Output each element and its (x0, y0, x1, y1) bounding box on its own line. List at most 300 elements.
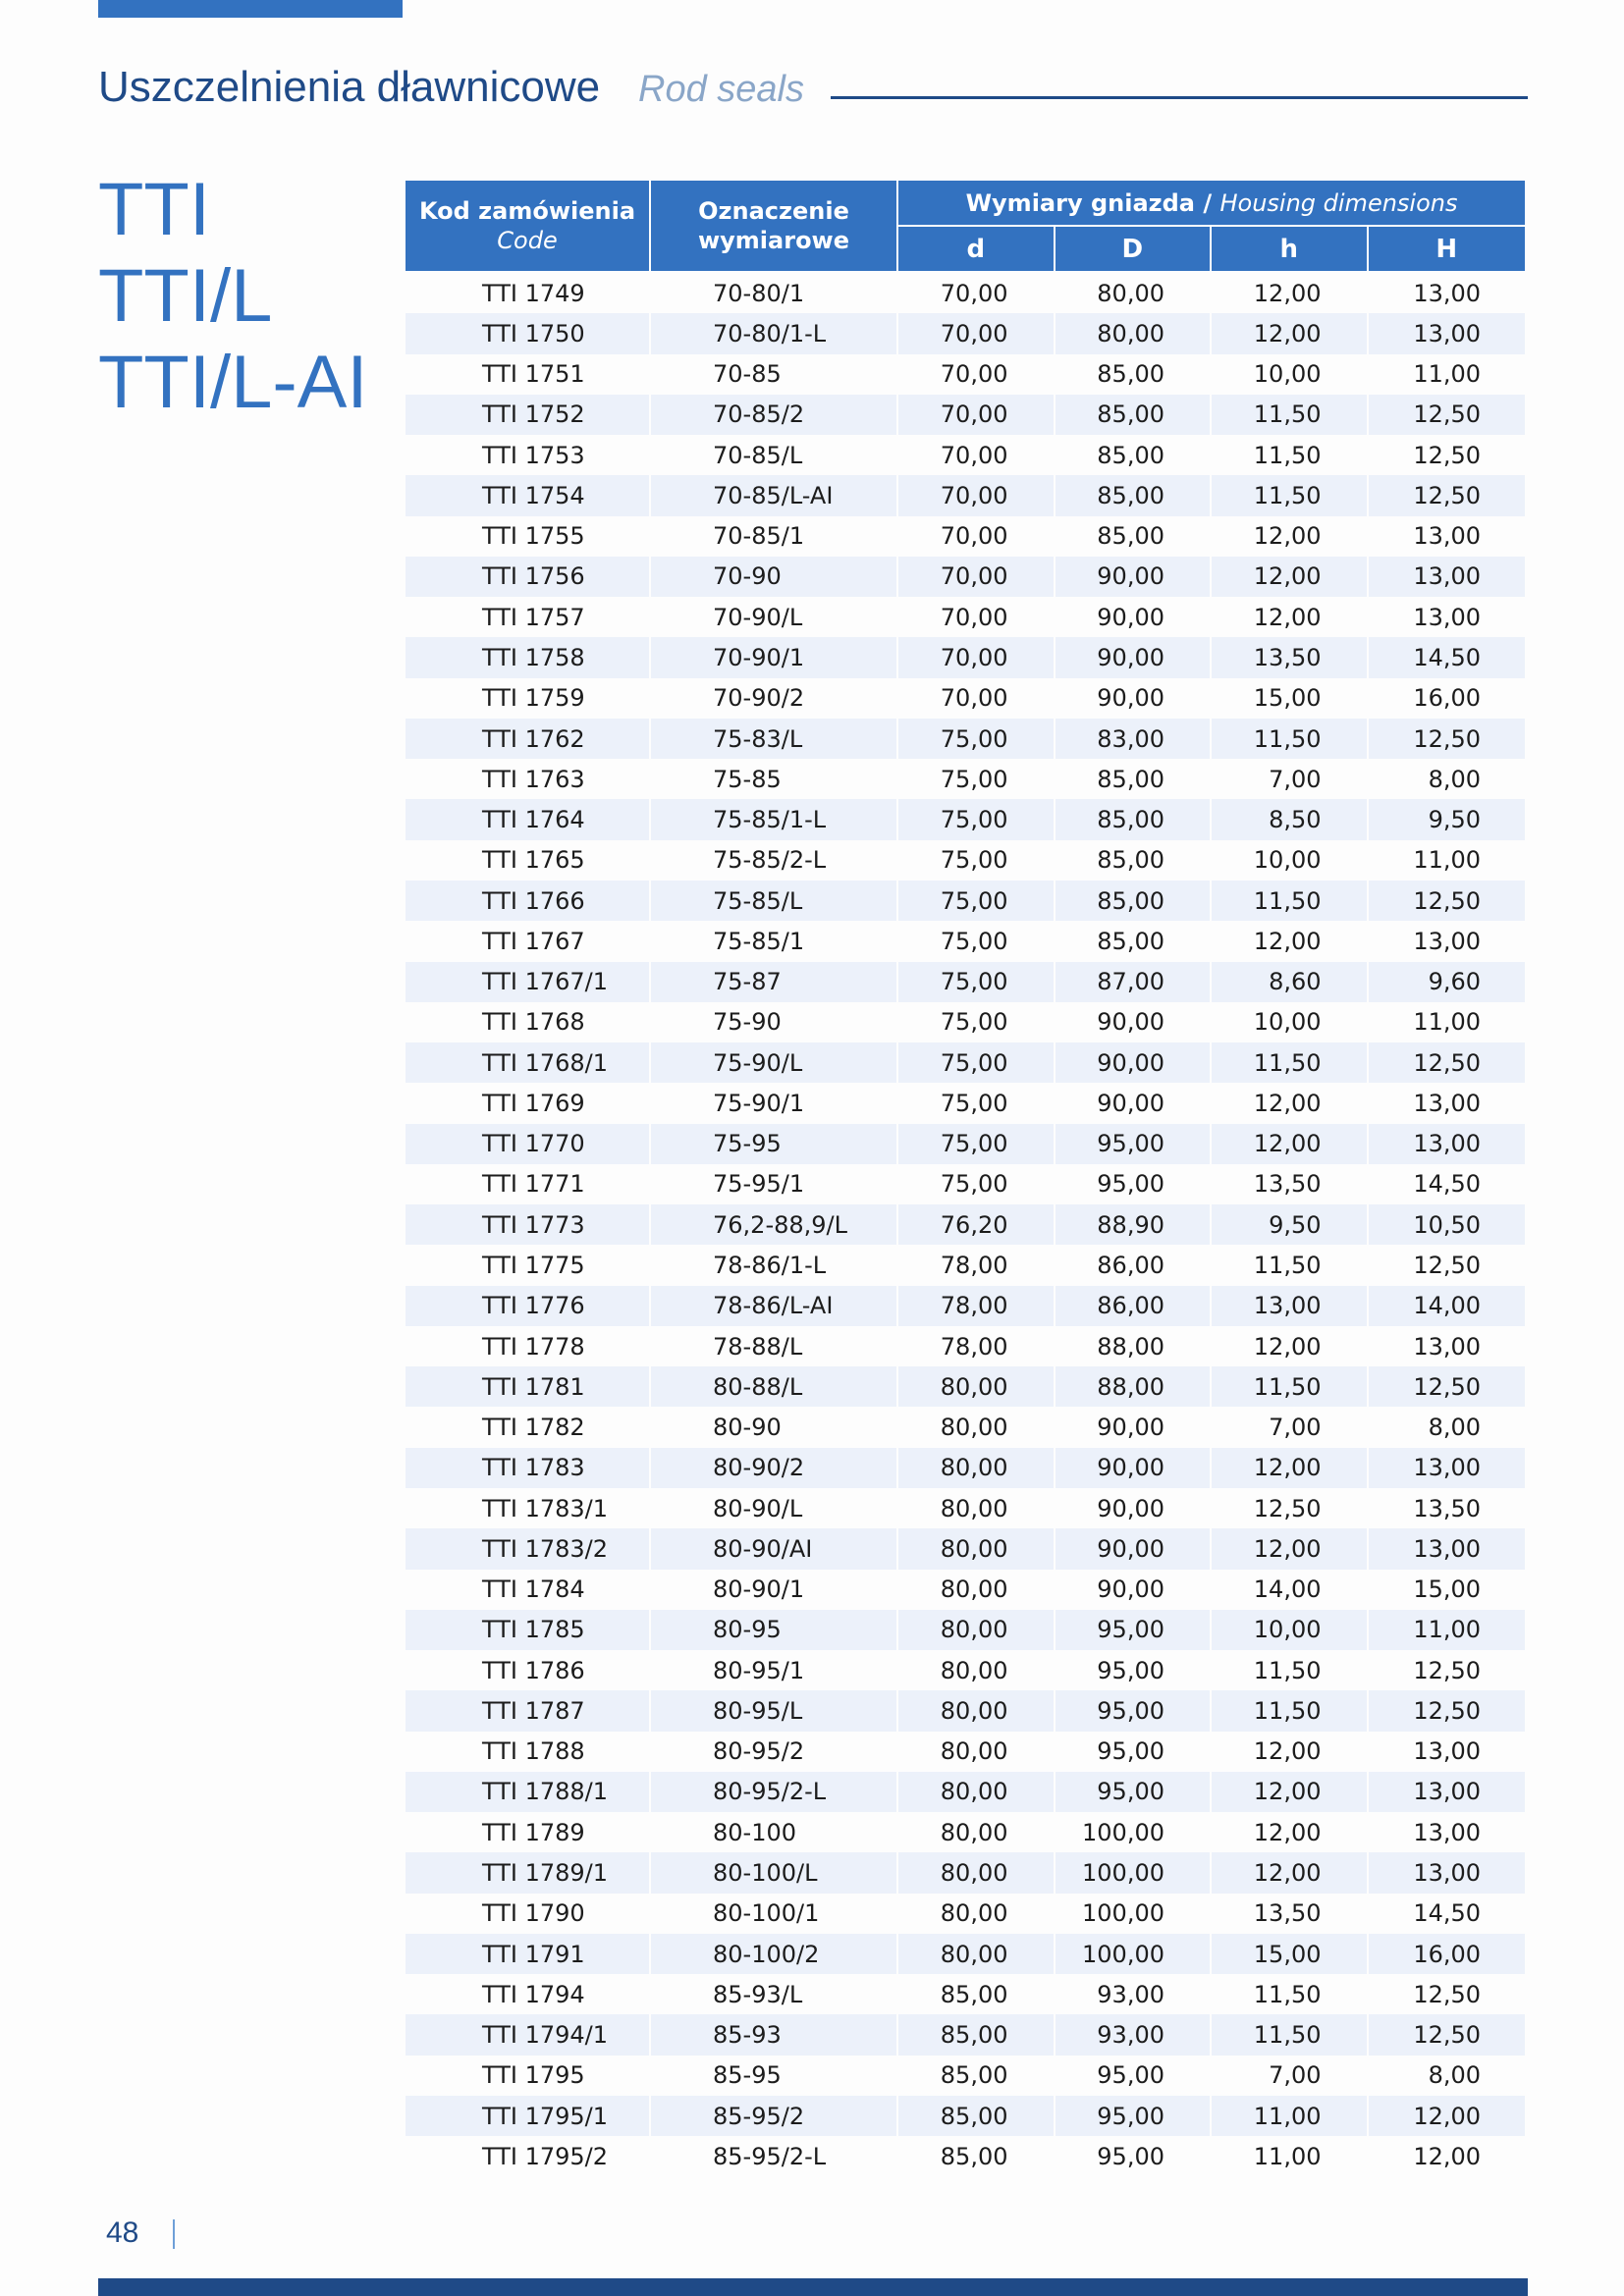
cell-h: 8,60 (1212, 962, 1369, 1002)
column-header-D: D (1056, 227, 1213, 273)
cell-code: TTI 1752 (406, 395, 651, 435)
cell-d: 70,00 (898, 557, 1056, 597)
table-row (406, 637, 1525, 677)
cell-D: 90,00 (1056, 1042, 1213, 1083)
cell-H: 12,50 (1369, 881, 1526, 921)
cell-D: 90,00 (1056, 1407, 1213, 1447)
table-row (406, 1974, 1525, 2014)
table-row (406, 597, 1525, 637)
cell-d: 80,00 (898, 1366, 1056, 1407)
cell-D: 90,00 (1056, 637, 1213, 677)
cell-H: 13,00 (1413, 1332, 1482, 1361)
cell-D: 85,00 (1056, 759, 1213, 799)
cell-code: TTI 1789 (406, 1812, 651, 1852)
table-row (406, 557, 1525, 597)
cell-h: 11,50 (1212, 1042, 1369, 1083)
cell-designation: 80-88/L (651, 1366, 898, 1407)
table-row (406, 1366, 1525, 1407)
cell-d: 80,00 (898, 1570, 1056, 1610)
cell-H: 13,00 (1413, 1089, 1482, 1117)
cell-h: 11,50 (1212, 1650, 1369, 1690)
cell-designation: 80-95 (651, 1610, 898, 1650)
cell-code: TTI 1794/1 (406, 2014, 651, 2055)
group-label-en: Housing dimensions (1219, 188, 1458, 217)
cell-code: TTI 1773 (406, 1204, 651, 1245)
cell-d: 78,00 (898, 1245, 1056, 1285)
cell-designation: 85-95 (651, 2056, 898, 2096)
table-row (406, 2056, 1525, 2096)
cell-D: 88,00 (1056, 1366, 1213, 1407)
cell-designation: 80-95/L (651, 1690, 898, 1731)
cell-h: 8,50 (1212, 799, 1369, 839)
cell-code: TTI 1783/1 (406, 1488, 651, 1528)
group-separator: / (1194, 188, 1220, 217)
cell-d: 75,00 (898, 759, 1056, 799)
cell-h: 11,50 (1212, 719, 1369, 759)
cell-h: 12,00 (1212, 1083, 1369, 1123)
cell-d: 75,00 (898, 1083, 1056, 1123)
table-row (406, 1124, 1525, 1164)
cell-H: 12,50 (1413, 1656, 1482, 1684)
page-header (98, 61, 1528, 120)
table-row (406, 678, 1525, 719)
cell-designation: 70-90/L (651, 597, 898, 637)
cell-D: 88,90 (1056, 1204, 1213, 1245)
cell-D: 85,00 (1056, 395, 1213, 435)
column-header-designation-line2: wymiarowe (697, 227, 850, 254)
cell-h: 12,00 (1212, 313, 1369, 353)
cell-designation: 75-85/1-L (651, 799, 898, 839)
cell-designation: 78-86/L-AI (651, 1286, 898, 1326)
cell-H: 13,00 (1413, 927, 1482, 955)
cell-code: TTI 1775 (406, 1245, 651, 1285)
table-row (406, 273, 1525, 313)
cell-designation: 70-85/2 (651, 395, 898, 435)
cell-H: 13,00 (1413, 1818, 1482, 1846)
cell-d: 80,00 (898, 1610, 1056, 1650)
cell-code: TTI 1749 (406, 273, 651, 313)
cell-code: TTI 1751 (406, 354, 651, 395)
cell-designation: 76,2-88,9/L (651, 1204, 898, 1245)
cell-code: TTI 1778 (406, 1326, 651, 1366)
table-row (406, 1852, 1525, 1893)
cell-h: 12,50 (1212, 1488, 1369, 1528)
cell-D: 86,00 (1056, 1286, 1213, 1326)
column-header-H: H (1369, 227, 1526, 273)
cell-H: 13,00 (1369, 313, 1526, 353)
column-header-code (406, 181, 651, 273)
cell-h: 12,00 (1212, 597, 1369, 637)
cell-code: TTI 1788 (406, 1732, 651, 1772)
cell-H: 12,50 (1413, 1980, 1482, 2008)
cell-code: TTI 1768 (406, 1002, 651, 1042)
cell-designation: 80-90/AI (651, 1528, 898, 1569)
table-row (406, 1042, 1525, 1083)
dimensions-table (406, 181, 1525, 2176)
cell-code: TTI 1759 (406, 678, 651, 719)
cell-h: 11,50 (1212, 881, 1369, 921)
cell-h: 11,50 (1212, 1974, 1369, 2014)
cell-code: TTI 1750 (406, 313, 651, 353)
cell-h: 7,00 (1212, 1407, 1369, 1447)
cell-D: 90,00 (1056, 1448, 1213, 1488)
cell-H: 12,50 (1369, 395, 1526, 435)
cell-d: 85,00 (898, 2096, 1056, 2136)
table-row (406, 1772, 1525, 1812)
cell-D: 95,00 (1056, 1772, 1213, 1812)
cell-code: TTI 1795/2 (406, 2136, 651, 2176)
cell-designation: 70-85/1 (651, 516, 898, 557)
cell-d: 85,00 (898, 2136, 1056, 2176)
cell-h: 10,00 (1212, 354, 1369, 395)
cell-h: 11,50 (1212, 1690, 1369, 1731)
cell-h: 11,50 (1212, 395, 1369, 435)
table-row (406, 354, 1525, 395)
cell-h: 12,00 (1212, 1772, 1369, 1812)
cell-D: 90,00 (1056, 1002, 1213, 1042)
cell-designation: 75-90/L (651, 1042, 898, 1083)
cell-h: 12,00 (1212, 1326, 1369, 1366)
cell-code: TTI 1771 (406, 1164, 651, 1204)
cell-code: TTI 1788/1 (406, 1772, 651, 1812)
cell-H: 13,00 (1369, 1852, 1526, 1893)
cell-H: 13,00 (1413, 522, 1482, 551)
table-row (406, 962, 1525, 1002)
cell-designation: 75-95 (651, 1124, 898, 1164)
cell-D: 85,00 (1056, 881, 1213, 921)
cell-designation: 70-90/1 (651, 637, 898, 677)
cell-d: 80,00 (898, 1690, 1056, 1731)
product-name: TTI/L (98, 254, 273, 338)
cell-h: 11,50 (1212, 475, 1369, 515)
cell-H: 13,00 (1413, 603, 1482, 631)
cell-D: 93,00 (1056, 2014, 1213, 2055)
table-row (406, 759, 1525, 799)
table-row (406, 1732, 1525, 1772)
cell-d: 75,00 (898, 1124, 1056, 1164)
cell-designation: 85-95/2-L (651, 2136, 898, 2176)
cell-code: TTI 1795/1 (406, 2096, 651, 2136)
column-group-housing-dimensions (898, 181, 1525, 227)
column-header-code-sublabel: Code (497, 227, 558, 254)
column-header-h: h (1212, 227, 1369, 273)
cell-H: 14,00 (1369, 1286, 1526, 1326)
cell-H: 11,00 (1413, 1008, 1482, 1037)
cell-d: 70,00 (898, 273, 1056, 313)
cell-D: 88,00 (1056, 1326, 1213, 1366)
cell-d: 75,00 (898, 1164, 1056, 1204)
column-header-d: d (898, 227, 1056, 273)
cell-designation: 70-90/2 (651, 678, 898, 719)
table-row (406, 1570, 1525, 1610)
table-row (406, 1164, 1525, 1204)
cell-D: 95,00 (1056, 1124, 1213, 1164)
cell-D: 95,00 (1056, 1164, 1213, 1204)
cell-d: 80,00 (898, 1852, 1056, 1893)
cell-h: 12,00 (1212, 921, 1369, 961)
cell-h: 13,50 (1212, 637, 1369, 677)
cell-D: 95,00 (1056, 1690, 1213, 1731)
cell-d: 70,00 (898, 475, 1056, 515)
table-row (406, 719, 1525, 759)
table-header (406, 181, 1525, 273)
cell-designation: 78-86/1-L (651, 1245, 898, 1285)
cell-h: 10,00 (1212, 840, 1369, 881)
cell-code: TTI 1795 (406, 2056, 651, 2096)
cell-designation: 75-85/L (651, 881, 898, 921)
cell-d: 80,00 (898, 1894, 1056, 1934)
cell-D: 90,00 (1056, 1488, 1213, 1528)
cell-d: 75,00 (898, 719, 1056, 759)
cell-H: 12,00 (1369, 2096, 1526, 2136)
table-row (406, 921, 1525, 961)
cell-designation: 80-95/1 (651, 1650, 898, 1690)
cell-code: TTI 1755 (406, 516, 651, 557)
cell-designation: 78-88/L (651, 1326, 898, 1366)
cell-h: 13,00 (1212, 1286, 1369, 1326)
cell-designation: 70-80/1-L (651, 313, 898, 353)
cell-D: 86,00 (1056, 1245, 1213, 1285)
cell-d: 75,00 (898, 1002, 1056, 1042)
cell-designation: 75-85/2-L (651, 840, 898, 881)
cell-d: 85,00 (898, 1974, 1056, 2014)
cell-code: TTI 1758 (406, 637, 651, 677)
cell-designation: 75-90/1 (651, 1083, 898, 1123)
page-subtitle: Rod seals (638, 69, 804, 110)
cell-code: TTI 1764 (406, 799, 651, 839)
cell-h: 11,00 (1212, 2136, 1369, 2176)
cell-code: TTI 1763 (406, 759, 651, 799)
table-row (406, 1448, 1525, 1488)
cell-code: TTI 1794 (406, 1974, 651, 2014)
cell-H: 9,50 (1369, 799, 1526, 839)
table-row (406, 1934, 1525, 1974)
cell-D: 83,00 (1056, 719, 1213, 759)
cell-H: 12,50 (1413, 1252, 1482, 1279)
cell-D: 90,00 (1056, 1528, 1213, 1569)
table-row (406, 1083, 1525, 1123)
top-accent-bar (98, 0, 403, 18)
cell-h: 12,00 (1212, 1852, 1369, 1893)
cell-code: TTI 1786 (406, 1650, 651, 1690)
cell-D: 85,00 (1056, 435, 1213, 475)
table-row (406, 435, 1525, 475)
product-name: TTI/L-AI (98, 341, 368, 424)
cell-D: 90,00 (1056, 1083, 1213, 1123)
bottom-accent-bar (98, 2278, 1528, 2296)
cell-D: 85,00 (1056, 475, 1213, 515)
table-row (406, 881, 1525, 921)
cell-H: 14,50 (1413, 1170, 1482, 1199)
cell-D: 95,00 (1056, 2096, 1213, 2136)
cell-d: 80,00 (898, 1407, 1056, 1447)
cell-d: 80,00 (898, 1488, 1056, 1528)
cell-D: 95,00 (1056, 2056, 1213, 2096)
cell-code: TTI 1766 (406, 881, 651, 921)
table-row (406, 1690, 1525, 1731)
table-row (406, 1204, 1525, 1245)
cell-designation: 85-95/2 (651, 2096, 898, 2136)
cell-H: 13,00 (1369, 1528, 1526, 1569)
table-row (406, 1528, 1525, 1569)
table-row (406, 475, 1525, 515)
cell-designation: 80-90/1 (651, 1570, 898, 1610)
cell-D: 100,00 (1056, 1852, 1213, 1893)
cell-code: TTI 1756 (406, 557, 651, 597)
cell-H: 11,00 (1413, 360, 1482, 389)
cell-H: 14,50 (1413, 1899, 1482, 1928)
cell-d: 76,20 (898, 1204, 1056, 1245)
cell-d: 70,00 (898, 395, 1056, 435)
cell-designation: 80-100/2 (651, 1934, 898, 1974)
cell-h: 13,50 (1212, 1894, 1369, 1934)
cell-designation: 80-95/2-L (651, 1772, 898, 1812)
cell-d: 70,00 (898, 313, 1056, 353)
footer-divider (173, 2219, 175, 2249)
cell-H: 8,00 (1428, 1414, 1482, 1442)
cell-d: 85,00 (898, 2056, 1056, 2096)
cell-code: TTI 1785 (406, 1610, 651, 1650)
cell-designation: 75-85/1 (651, 921, 898, 961)
cell-designation: 80-95/2 (651, 1732, 898, 1772)
cell-code: TTI 1783/2 (406, 1528, 651, 1569)
dimensions-table-wrapper (406, 181, 1525, 2176)
cell-h: 11,50 (1212, 435, 1369, 475)
cell-H: 12,50 (1369, 1366, 1526, 1407)
cell-d: 78,00 (898, 1326, 1056, 1366)
cell-D: 95,00 (1056, 1610, 1213, 1650)
column-header-code-label: Kod zamówienia (418, 197, 636, 225)
cell-H: 13,00 (1369, 1448, 1526, 1488)
cell-d: 70,00 (898, 516, 1056, 557)
cell-h: 7,00 (1212, 2056, 1369, 2096)
cell-h: 13,50 (1212, 1164, 1369, 1204)
cell-H: 16,00 (1369, 1934, 1526, 1974)
cell-h: 11,00 (1212, 2096, 1369, 2136)
table-row (406, 2014, 1525, 2055)
table-row (406, 516, 1525, 557)
cell-d: 80,00 (898, 1528, 1056, 1569)
product-name: TTI (98, 168, 210, 251)
column-header-designation-line1: Oznaczenie (698, 197, 849, 225)
cell-h: 12,00 (1212, 1812, 1369, 1852)
cell-H: 13,00 (1369, 1772, 1526, 1812)
cell-D: 80,00 (1056, 273, 1213, 313)
cell-code: TTI 1776 (406, 1286, 651, 1326)
cell-D: 85,00 (1056, 840, 1213, 881)
cell-D: 90,00 (1056, 678, 1213, 719)
table-row (406, 2136, 1525, 2176)
table-row (406, 1812, 1525, 1852)
cell-h: 11,50 (1212, 1366, 1369, 1407)
cell-h: 11,50 (1212, 2014, 1369, 2055)
product-name-list (98, 167, 367, 426)
cell-H: 8,00 (1428, 765, 1482, 793)
table-body (406, 273, 1525, 2176)
cell-d: 75,00 (898, 799, 1056, 839)
cell-D: 90,00 (1056, 557, 1213, 597)
cell-H: 12,50 (1369, 719, 1526, 759)
cell-D: 87,00 (1056, 962, 1213, 1002)
cell-H: 16,00 (1413, 684, 1482, 713)
table-row (406, 395, 1525, 435)
cell-h: 11,50 (1212, 1245, 1369, 1285)
cell-h: 12,00 (1212, 1732, 1369, 1772)
cell-code: TTI 1783 (406, 1448, 651, 1488)
cell-D: 85,00 (1056, 921, 1213, 961)
cell-d: 70,00 (898, 354, 1056, 395)
cell-h: 12,00 (1212, 1124, 1369, 1164)
table-row (406, 1326, 1525, 1366)
cell-d: 80,00 (898, 1732, 1056, 1772)
cell-d: 70,00 (898, 597, 1056, 637)
column-header-designation (651, 181, 898, 273)
cell-h: 12,00 (1212, 1448, 1369, 1488)
cell-h: 12,00 (1212, 1528, 1369, 1569)
cell-d: 80,00 (898, 1934, 1056, 1974)
cell-D: 85,00 (1056, 799, 1213, 839)
cell-d: 80,00 (898, 1650, 1056, 1690)
cell-d: 78,00 (898, 1286, 1056, 1326)
cell-code: TTI 1784 (406, 1570, 651, 1610)
header-rule (831, 96, 1528, 99)
cell-code: TTI 1790 (406, 1894, 651, 1934)
cell-H: 13,00 (1369, 557, 1526, 597)
cell-d: 70,00 (898, 637, 1056, 677)
cell-code: TTI 1754 (406, 475, 651, 515)
table-row (406, 1002, 1525, 1042)
cell-designation: 80-90/L (651, 1488, 898, 1528)
cell-d: 70,00 (898, 678, 1056, 719)
cell-D: 85,00 (1056, 516, 1213, 557)
cell-code: TTI 1791 (406, 1934, 651, 1974)
cell-code: TTI 1769 (406, 1083, 651, 1123)
cell-H: 11,00 (1369, 1610, 1526, 1650)
cell-D: 90,00 (1056, 597, 1213, 637)
cell-h: 12,00 (1212, 516, 1369, 557)
table-row (406, 1610, 1525, 1650)
cell-d: 80,00 (898, 1772, 1056, 1812)
cell-H: 12,50 (1369, 1690, 1526, 1731)
cell-designation: 80-100 (651, 1812, 898, 1852)
cell-D: 85,00 (1056, 354, 1213, 395)
table-row (406, 1650, 1525, 1690)
cell-D: 100,00 (1056, 1812, 1213, 1852)
cell-H: 13,00 (1413, 279, 1482, 307)
cell-designation: 75-95/1 (651, 1164, 898, 1204)
cell-h: 12,00 (1212, 273, 1369, 313)
cell-code: TTI 1767 (406, 921, 651, 961)
cell-D: 95,00 (1056, 1732, 1213, 1772)
cell-h: 12,00 (1212, 557, 1369, 597)
cell-code: TTI 1787 (406, 1690, 651, 1731)
cell-designation: 70-90 (651, 557, 898, 597)
cell-code: TTI 1770 (406, 1124, 651, 1164)
cell-code: TTI 1781 (406, 1366, 651, 1407)
group-label: Wymiary gniazda (965, 188, 1195, 217)
cell-D: 95,00 (1056, 1650, 1213, 1690)
cell-code: TTI 1767/1 (406, 962, 651, 1002)
cell-H: 8,00 (1428, 2061, 1482, 2090)
cell-designation: 80-100/L (651, 1852, 898, 1893)
cell-h: 9,50 (1212, 1204, 1369, 1245)
table-row (406, 799, 1525, 839)
cell-D: 90,00 (1056, 1570, 1213, 1610)
cell-H: 9,60 (1369, 962, 1526, 1002)
cell-designation: 70-85/L-AI (651, 475, 898, 515)
cell-code: TTI 1782 (406, 1407, 651, 1447)
cell-d: 70,00 (898, 435, 1056, 475)
